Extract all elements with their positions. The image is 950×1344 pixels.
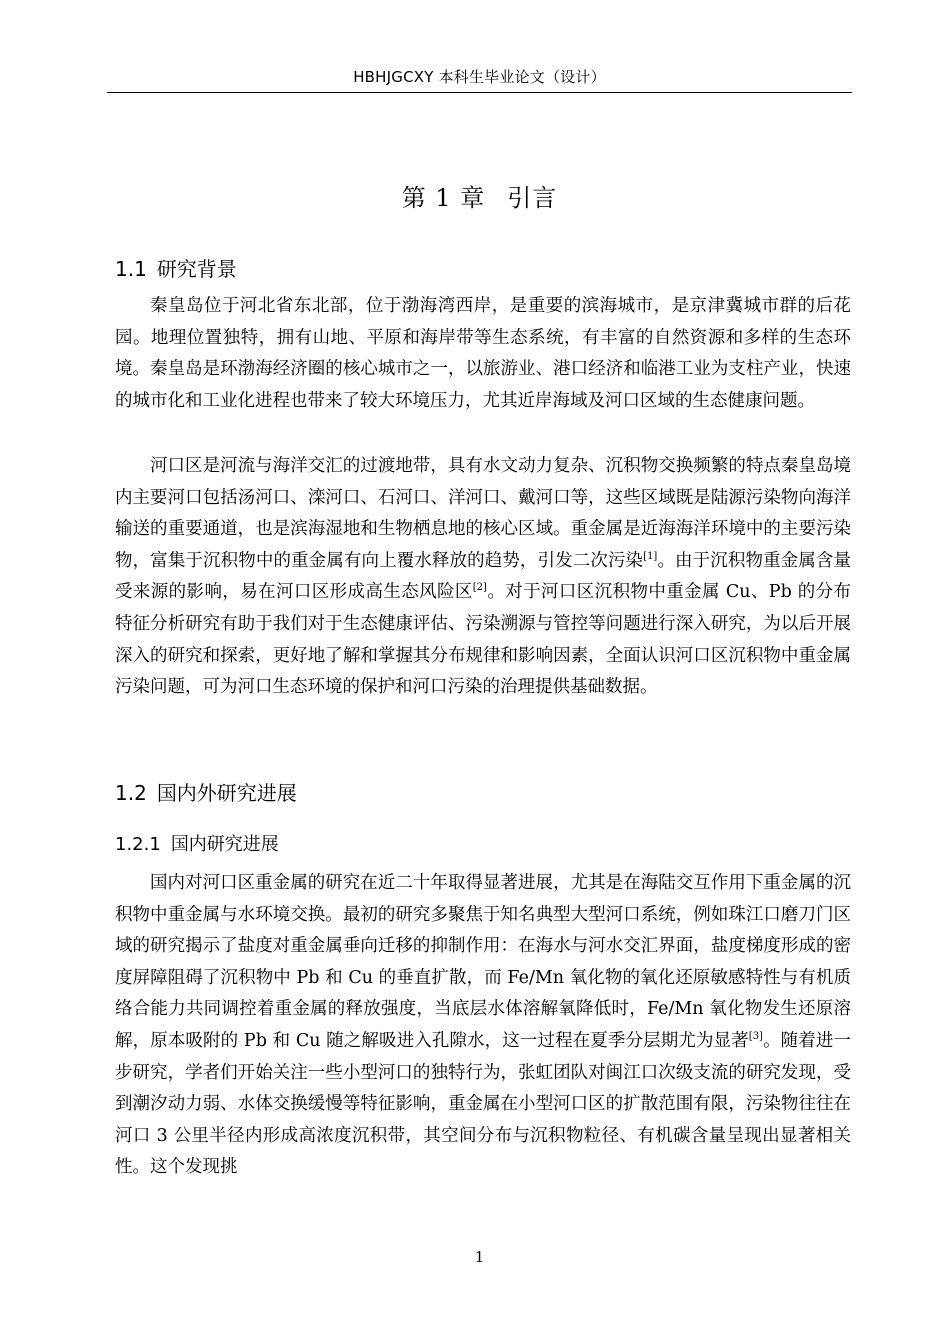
section-heading-1-1 [115,253,237,282]
header-rule [107,92,852,93]
page-number: 1 [474,1248,485,1266]
chapter-title [107,178,852,213]
paragraph-text: 。随着进一步研究，学者们开始关注一些小型河口的独特行为，张虹团队对闽江口次级支流的研究发现，受到潮汐动力弱、水体交换缓慢等特征影响，重金属在小型河口区的扩散范围有限，污染物往往在河口 3 公里半径内形成高浓度沉积带，其空间分布与沉积物粒径、有机碳含量呈现出显著相关性。这个发现挑 [115,1030,852,1178]
paragraph-background: 秦皇岛位于河北省东北部，位于渤海湾西岸，是重要的滨海城市，是京津冀城市群的后花园。地理位置独特，拥有山地、平原和海岸带等生态系统，有丰富的自然资源和多样的生态环境。秦皇岛是环渤海经济圈的核心城市之一，以旅游业、港口经济和临港工业为支柱产业，快速的城市化和工业化进程也带来了较大环境压力，尤其近岸海域及河口区域的生态健康问题。 [115,296,851,411]
citation-ref[interactable]: [3] [748,1031,763,1043]
chapter-label: 第 1 章 [401,184,486,212]
section-title: 国内研究进展 [170,834,279,855]
section-number: 1.1 [115,257,147,281]
section-title: 国内外研究进展 [156,781,297,805]
section-heading-1-2-1 [115,830,279,856]
section-heading-1-2 [115,777,297,806]
section-title: 研究背景 [156,257,237,281]
citation-ref[interactable]: [2] [472,582,487,594]
paragraph-domestic-research [115,868,851,1184]
chapter-name: 引言 [507,184,558,212]
paragraph-text: 河口区是河流与海洋交汇的过渡地带，具有水文动力复杂、沉积物交换频繁的特点秦皇岛境内主要河口包括汤河口、滦河口、石河口、洋河口、戴河口等，这些区域既是陆源污染物向海洋输送的重要通道，也是滨海湿地和生物栖息地的核心区域。重金属是近海海洋环境中的主要污染物，富集于沉积物中的重金属有向上覆水释放的趋势，引发二次污染 [115,456,851,571]
paragraph-text: 。由于沉积物重金属含量受来源的影响，易在河口区形成高生态风险区 [115,550,852,603]
section-number: 1.2.1 [115,834,161,855]
running-header: HBHJGCXY 本科生毕业论文（设计） [353,68,606,86]
section-number: 1.2 [115,781,147,805]
paragraph-text: 国内对河口区重金属的研究在近二十年取得显著进展，尤其是在海陆交互作用下重金属的沉积物中重金属与水环境交换。最初的研究多聚焦于知名典型大型河口系统，例如珠江口磨刀门区域的研究揭示了盐度对重金属垂向迁移的抑制作用：在海水与河水交汇界面，盐度梯度形成的密度屏障阻碍了沉积物中 Pb 和 Cu 的垂直扩散，而 Fe/Mn 氧化物的氧化还原敏感特性与有机质络合能力共同调控着重金属的释放强度，当底层水体溶解氧降低时，Fe/Mn 氧化物发生还原溶解，原本吸附的 Pb 和 Cu 随之解吸进入孔隙水，这一过程在夏季分层期尤为显著 [115,873,851,1051]
citation-ref[interactable]: [1] [643,550,658,562]
paragraph-estuary [115,451,851,704]
paragraph-text: 。对于河口区沉积物中重金属 Cu、Pb 的分布特征分析研究有助于我们对于生态健康评估、污染溯源与管控等问题进行深入研究，为以后开展深入的研究和探索，更好地了解和掌握其分布规律和影响因素，全面认识河口区沉积物中重金属污染问题，可为河口生态环境的保护和河口污染的治理提供基础数据。 [115,582,851,698]
